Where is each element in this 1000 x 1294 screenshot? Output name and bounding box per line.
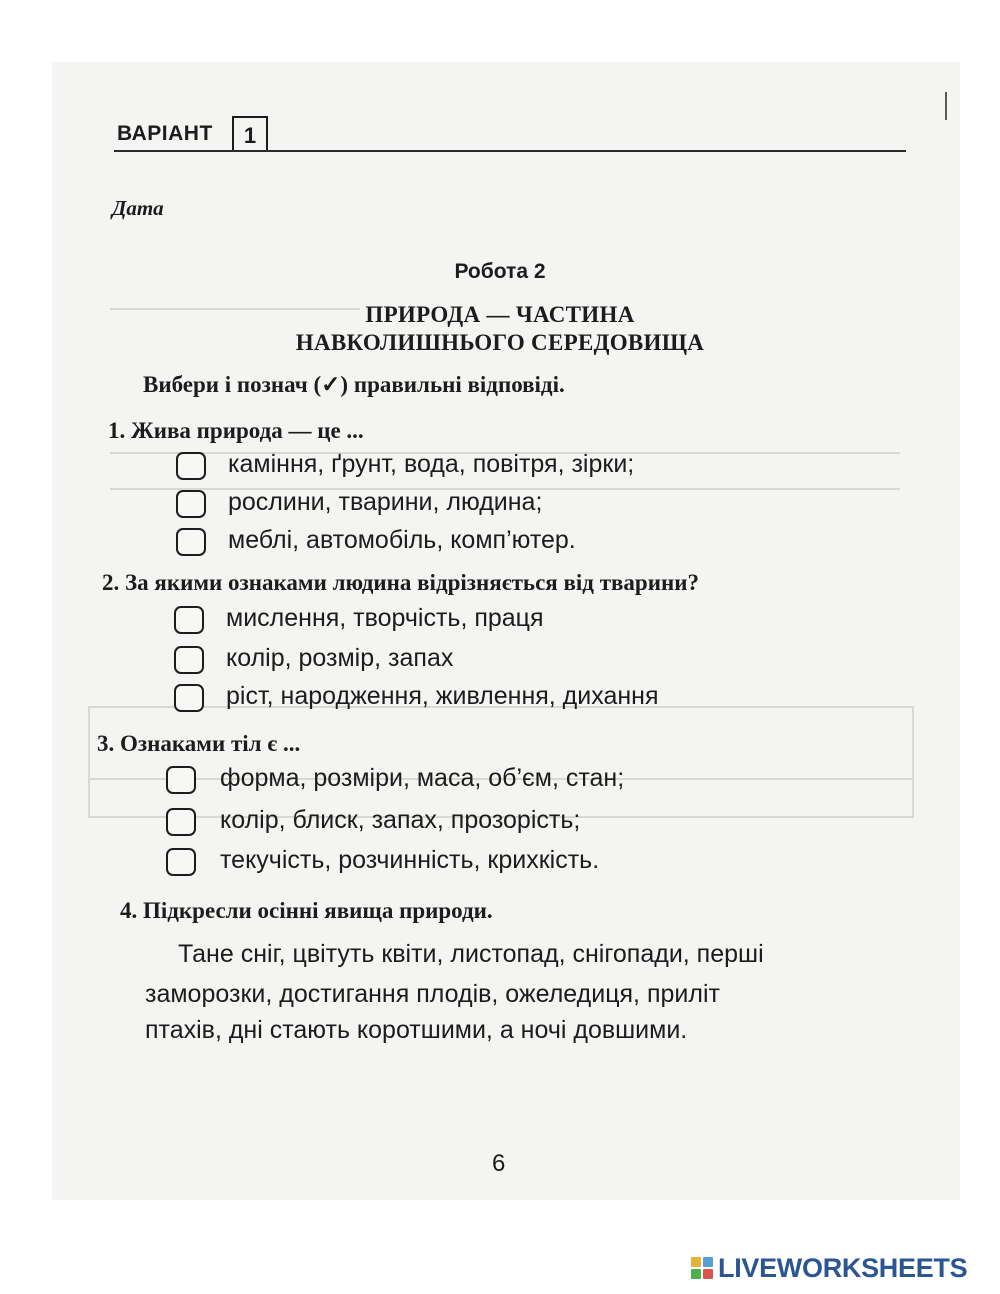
task-4-text-line[interactable]: заморозки, достигання плодів, ожеледиця, приліт [145,980,720,1008]
page-edge-mark [945,92,947,120]
answer-checkbox[interactable] [176,452,206,480]
answer-option: ріст, народження, живлення, дихання [226,682,659,710]
liveworksheets-watermark: LIVEWORKSHEETS [718,1253,968,1283]
page-number: 6 [492,1150,506,1177]
answer-option: колір, блиск, запах, прозорість; [220,806,581,834]
answer-option: текучість, розчинність, крихкість. [220,846,600,874]
answer-option: меблі, автомобіль, комп’ютер. [228,526,576,554]
question-3: 3. Ознаками тіл є ... [97,731,301,756]
question-2: 2. За якими ознаками людина відрізняється від тварини? [102,570,699,595]
answer-checkbox[interactable] [174,646,204,674]
task-4-text-line[interactable]: Тане сніг, цвітуть квіти, листопад, снігопади, перші [178,940,764,968]
variant-number: 1 [232,116,268,152]
answer-checkbox[interactable] [166,848,196,876]
answer-option: мислення, творчість, праця [226,604,544,632]
task-4-text-line[interactable]: птахів, дні стають коротшими, а ночі довшими. [145,1016,688,1044]
answer-checkbox[interactable] [166,808,196,836]
liveworksheets-logo-icon [691,1257,713,1281]
show-through-line [912,706,914,816]
header-rule [114,150,906,152]
answer-option: рослини, тварини, людина; [228,488,543,516]
answer-option: колір, розмір, запах [226,644,454,672]
topic-line-1: ПРИРОДА — ЧАСТИНА [365,302,635,327]
variant-label: ВАРІАНТ [117,122,213,145]
instruction: Вибери і познач (✓) правильні відповіді. [143,372,565,397]
answer-checkbox[interactable] [174,606,204,634]
answer-option: каміння, ґрунт, вода, повітря, зірки; [228,450,635,478]
answer-checkbox[interactable] [176,528,206,556]
answer-checkbox[interactable] [166,766,196,794]
question-1: 1. Жива природа — це ... [108,418,364,443]
work-title: Робота 2 [454,260,546,283]
date-label: Дата [112,196,164,220]
answer-option: форма, розміри, маса, об’єм, стан; [220,764,625,792]
answer-checkbox[interactable] [176,490,206,518]
answer-checkbox[interactable] [174,684,204,712]
show-through-line [88,706,90,816]
task-4-title: 4. Підкресли осінні явища природи. [120,898,493,923]
topic-line-2: НАВКОЛИШНЬОГО СЕРЕДОВИЩА [295,330,705,355]
